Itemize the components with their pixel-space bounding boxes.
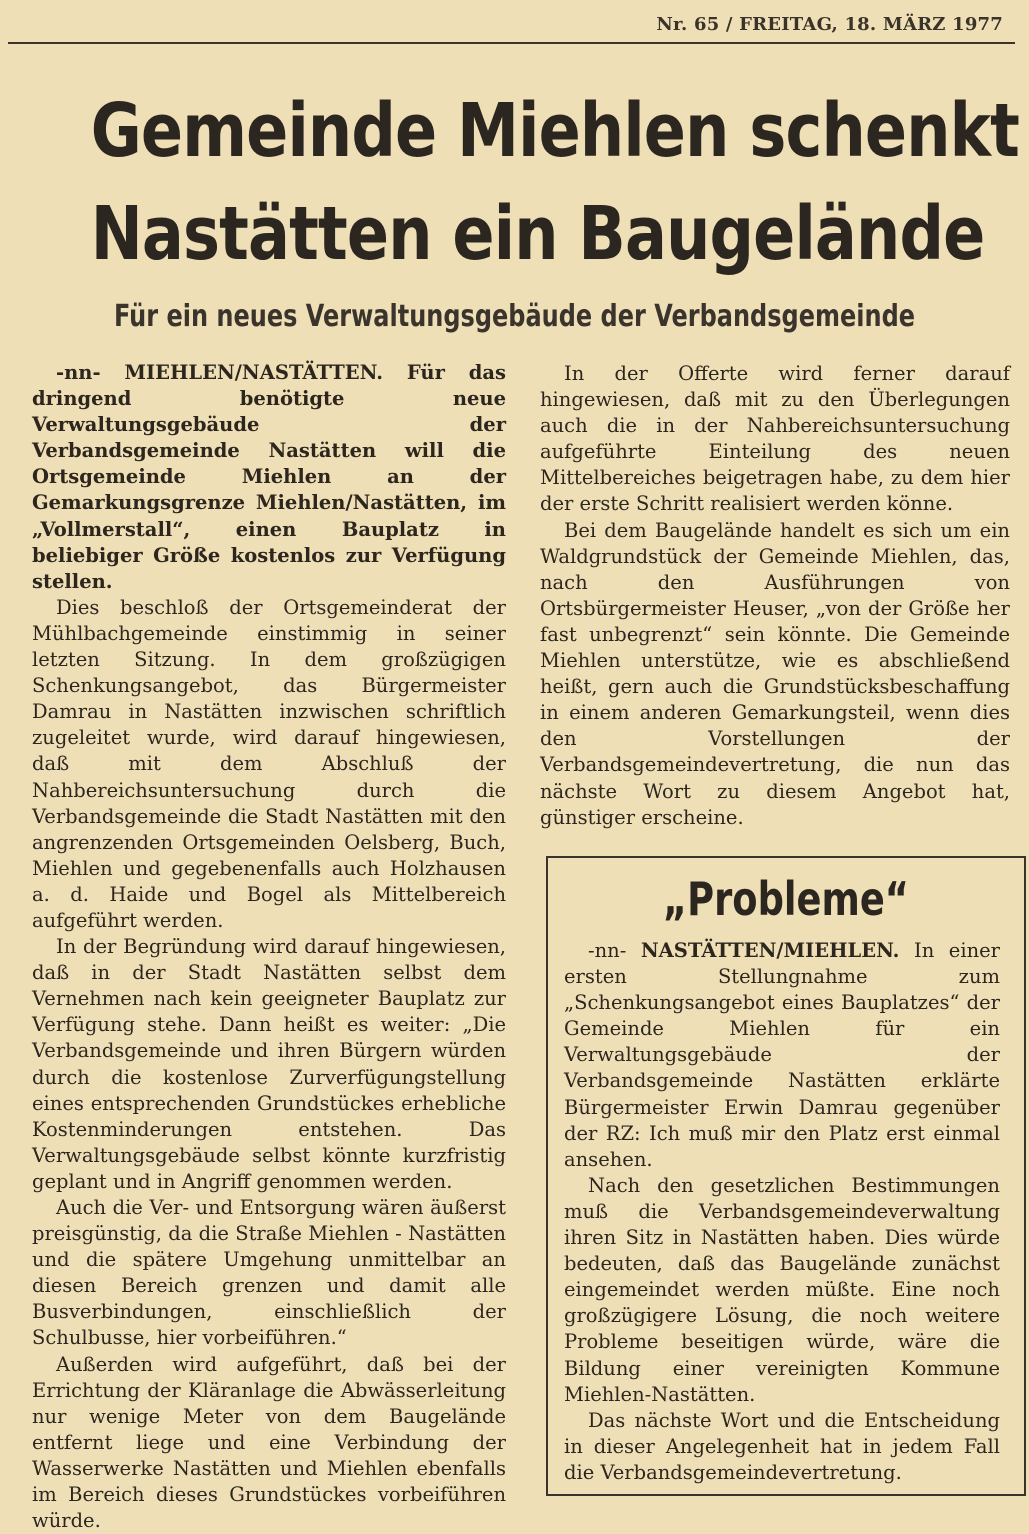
lead-paragraph: -nn- MIEHLEN/NASTÄTTEN. Für das dringend benötigte neue Verwaltungsgebäude der Verbandsgemeinde Nastätten will die Ortsgemeinde Miehlen an der Gemarkungsgrenze Miehlen/Nastätten, im „Vollmerstall“, einen Bauplatz in beliebiger Größe kostenlos zur Verfügung stellen. [32, 361, 506, 593]
paragraph: Bei dem Baugelände handelt es sich um ein Waldgrundstück der Gemeinde Miehlen, das, nach den Ausführungen von Ortsbürgermeister Heuser, „von der Größe her fast unbegrenzt“ sein könnte. Die Gemeinde Miehlen unterstütze, wie es abschließend heißt, gern auch die Grundstücksbeschaffung in einem anderen Gemarkungsteil, wenn dies den Vorstellungen der Verbandsgemeindevertretung, die nun das nächste Wort zu diesem Angebot hat, günstiger erscheine. [540, 518, 1010, 829]
paragraph: In der Offerte wird ferner darauf hingewiesen, daß mit zu den Überlegungen auch die in der Nahbereichsuntersuchung aufgeführte Einteilung des neuen Mittelbereiches beigetragen habe, zu dem hier der erste Schritt realisiert werden könne. [540, 362, 1010, 516]
article-left-column [32, 360, 506, 1534]
place-dateline: NASTÄTTEN/MIEHLEN. [640, 939, 900, 962]
sidebar-lead-paragraph [564, 938, 1000, 1173]
sidebar-box-probleme [546, 856, 1026, 1496]
issue-dateline: Nr. 65 / FREITAG, 18. MÄRZ 1977 [656, 14, 1003, 35]
lead-text: In einer ersten Stellungnahme zum „Schenkungsangebot eines Bauplatzes“ der Gemeinde Miehlen für ein Verwaltungsgebäude der Verbandsgemeinde Nastätten erklärte Bürgermeister Erwin Damrau gegenüber der RZ: Ich muß mir den Platz erst einmal ansehen. [564, 939, 1001, 1171]
subheadline: Für ein neues Verwaltungsgebäude der Verbandsgemeinde [113, 299, 916, 334]
headline-line-2: Nastätten ein Baugelände [90, 191, 985, 277]
paragraph: Außerden wird aufgeführt, daß bei der Errichtung der Kläranlage die Abwässerleitung nur wenige Meter von dem Baugelände entfernt liege und eine Verbindung der Wasserwerke Nastätten und Miehlen ebenfalls im Bereich dieses Grundstückes vorbeiführen würde. [32, 1352, 506, 1533]
author-tag: -nn- [588, 939, 627, 962]
sidebar-title: „Probleme“ [663, 872, 909, 926]
article-right-column [540, 361, 1010, 831]
top-rule [8, 42, 1015, 44]
paragraph: Dies beschloß der Ortsgemeinderat der Mühlbachgemeinde einstimmig in seiner letzten Sitzung. In dem großzügigen Schenkungsangebot, das Bürgermeister Damrau in Nastätten inzwischen schriftlich zugeleitet wurde, wird darauf hingewiesen, daß mit dem Abschluß der Nahbereichsuntersuchung durch die Verbandsgemeinde die Stadt Nastätten mit den angrenzenden Ortsgemeinden Oelsberg, Buch, Miehlen und gegebenenfalls auch Holzhausen a. d. Haide und Bogel als Mittelbereich aufgeführt werden. [32, 595, 506, 932]
headline [90, 80, 1020, 286]
paragraph: Nach den gesetzlichen Bestimmungen muß die Verbandsgemeindeverwaltung ihren Sitz in Nastätten haben. Dies würde bedeuten, daß das Baugelände zunächst eingemeindet werden müßte. Eine noch großzügigere Lösung, die noch weitere Probleme beseitigen würde, wäre die Bildung einer vereinigten Kommune Miehlen-Nastätten. [564, 1173, 1000, 1406]
paragraph: Auch die Ver- und Entsorgung wären äußerst preisgünstig, da die Straße Miehlen - Nastätten und die spätere Umgehung unmittelbar an diesen Bereich grenzen und damit alle Busverbindungen, einschließlich der Schulbusse, hier vorbeiführen.“ [32, 1196, 506, 1350]
paragraph: Das nächste Wort und die Entscheidung in dieser Angelegenheit hat in jedem Fall die Verbandsgemeindevertretung. [564, 1408, 1000, 1484]
headline-line-1: Gemeinde Miehlen schenkt [90, 88, 1020, 174]
paragraph: In der Begründung wird darauf hingewiesen, daß in der Stadt Nastätten selbst dem Vernehmen nach kein geeigneter Bauplatz zur Verfügung stehe. Dann heißt es weiter: „Die Verbandsgemeinde und ihren Bürgern würden durch die kostenlose Zurverfügungstellung eines entsprechenden Grundstückes erhebliche Kostenminderungen entstehen. Das Verwaltungsgebäude selbst könnte kurzfristig geplant und in Angriff genommen werden. [32, 935, 506, 1193]
sidebar-text [564, 938, 1000, 1486]
